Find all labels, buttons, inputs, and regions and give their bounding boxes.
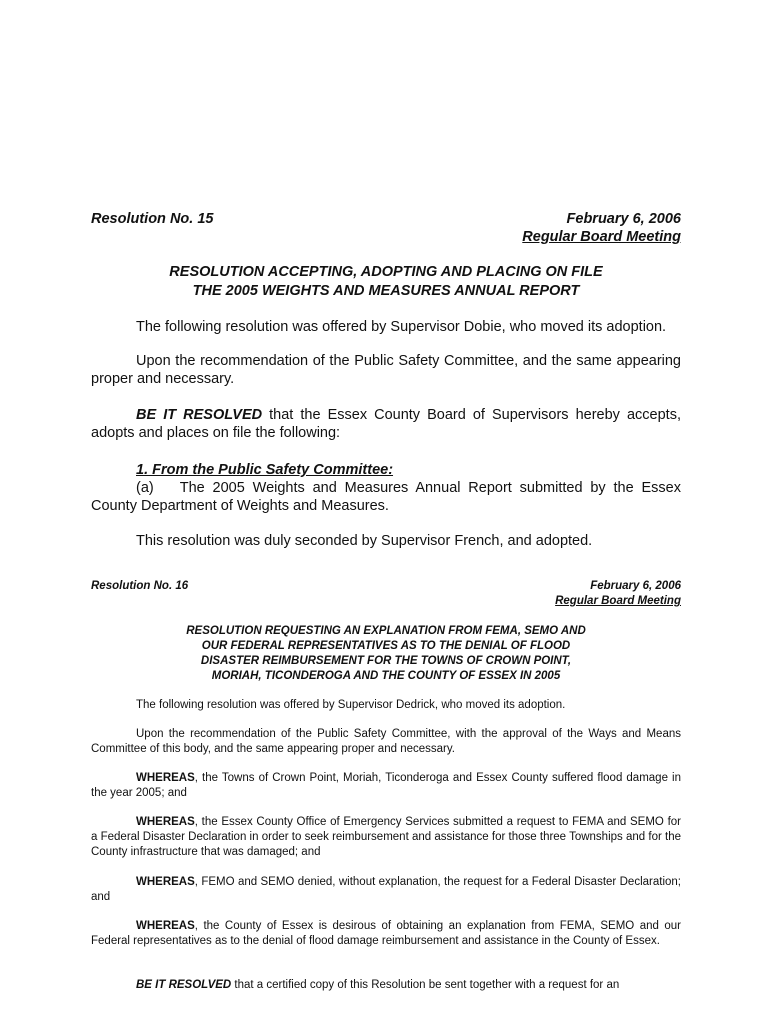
res15-committee-heading-row bbox=[136, 461, 681, 479]
res16-meeting: Regular Board Meeting bbox=[555, 595, 681, 607]
res16-whereas-3-text: , FEMO and SEMO denied, without explanation, the request for a Federal Disaster Declaration; and bbox=[91, 876, 681, 903]
res15-number: Resolution No. 15 bbox=[91, 211, 214, 227]
res15-resolved-text: that the Essex County Board of Supervisors hereby accepts, adopts and places on file the following: bbox=[91, 407, 681, 441]
res16-whereas-4 bbox=[91, 919, 681, 949]
res15-seconded: This resolution was duly seconded by Supervisor French, and adopted. bbox=[136, 533, 593, 549]
res16-resolved bbox=[91, 978, 681, 993]
res15-title-line2: THE 2005 WEIGHTS AND MEASURES ANNUAL REPORT bbox=[192, 283, 580, 299]
res16-whereas-4-lead: WHEREAS bbox=[136, 920, 195, 932]
res15-meeting-row bbox=[91, 228, 681, 246]
res16-title-line1: RESOLUTION REQUESTING AN EXPLANATION FROM FEMA, SEMO AND bbox=[186, 625, 586, 637]
res15-offered: The following resolution was offered by Supervisor Dobie, who moved its adoption. bbox=[136, 319, 667, 335]
res15-date: February 6, 2006 bbox=[566, 211, 681, 227]
res15-title-line1: RESOLUTION ACCEPTING, ADOPTING AND PLACING ON FILE bbox=[169, 264, 603, 280]
res15-resolved bbox=[91, 406, 681, 442]
res16-date: February 6, 2006 bbox=[590, 580, 681, 592]
res16-whereas-3 bbox=[91, 875, 681, 905]
res15-meeting: Regular Board Meeting bbox=[522, 229, 681, 245]
res15-resolved-lead: BE IT RESOLVED bbox=[136, 407, 263, 423]
res15-item bbox=[91, 479, 681, 515]
res16-meeting-row bbox=[91, 594, 681, 609]
res16-title-line2: OUR FEDERAL REPRESENTATIVES AS TO THE DENIAL OF FLOOD bbox=[201, 640, 571, 652]
res15-committee-heading: 1. From the Public Safety Committee: bbox=[136, 462, 394, 478]
res16-title-line4: MORIAH, TICONDEROGA AND THE COUNTY OF ESSEX IN 2005 bbox=[211, 670, 561, 682]
res16-title-line3: DISASTER REIMBURSEMENT FOR THE TOWNS OF CROWN POINT, bbox=[200, 655, 572, 667]
res16-whereas-1 bbox=[91, 771, 681, 801]
res16-whereas-4-text: , the County of Essex is desirous of obtaining an explanation from FEMA, SEMO and our Federal representatives as to the denial of flood damage reimbursement and assistance in the County of Essex. bbox=[91, 920, 681, 947]
res16-offered: The following resolution was offered by Supervisor Dedrick, who moved its adoption. bbox=[136, 699, 566, 711]
res16-whereas-2-text: , the Essex County Office of Emergency Services submitted a request to FEMA and SEMO for a Federal Disaster Declaration in order to seek reimbursement and assistance for those three Townships and for the County infrastructure that was damaged; and bbox=[91, 816, 681, 858]
res16-resolved-lead: BE IT RESOLVED bbox=[136, 979, 232, 991]
res16-resolved-text: that a certified copy of this Resolution be sent together with a request for an bbox=[231, 979, 620, 991]
res16-whereas-2 bbox=[91, 815, 681, 860]
document-page bbox=[91, 0, 681, 1024]
res16-recommendation: Upon the recommendation of the Public Safety Committee, with the approval of the Ways and Means Committee of this body, and the same appearing proper and necessary. bbox=[91, 728, 681, 755]
res15-item-text: The 2005 Weights and Measures Annual Report submitted by the Essex County Department of Weights and Measures. bbox=[91, 480, 681, 514]
res15-recommendation: Upon the recommendation of the Public Safety Committee, and the same appearing proper and necessary. bbox=[91, 353, 681, 387]
res16-number: Resolution No. 16 bbox=[91, 580, 189, 592]
res16-whereas-3-lead: WHEREAS bbox=[136, 876, 195, 888]
res15-item-label: (a) bbox=[136, 480, 154, 496]
res16-whereas-1-text: , the Towns of Crown Point, Moriah, Ticonderoga and Essex County suffered flood damage in the year 2005; and bbox=[91, 772, 681, 799]
res16-whereas-2-lead: WHEREAS bbox=[136, 816, 195, 828]
res16-whereas-1-lead: WHEREAS bbox=[136, 772, 195, 784]
